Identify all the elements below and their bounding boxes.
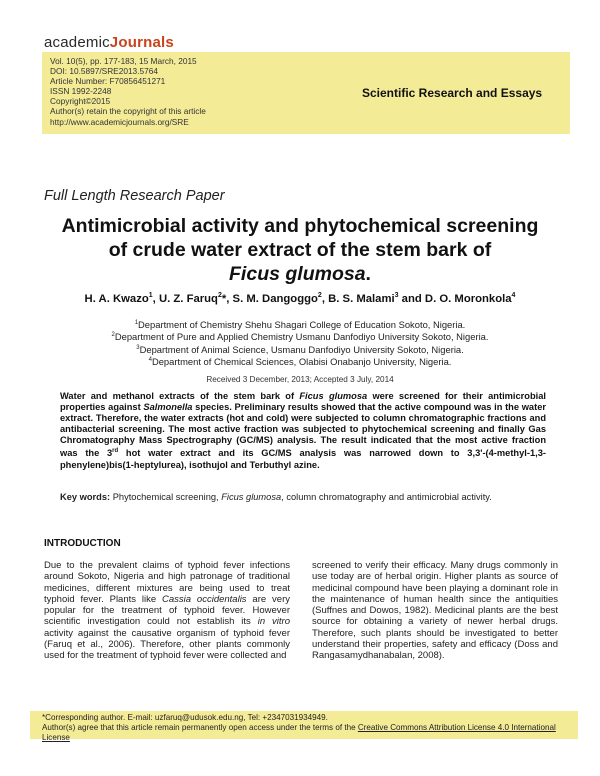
abstract-ordinal: rd bbox=[112, 448, 119, 455]
meta-line: DOI: 10.5897/SRE2013.5764 bbox=[50, 66, 158, 77]
intro-term: in vitro bbox=[257, 616, 290, 628]
affiliation bbox=[60, 355, 540, 367]
license-note bbox=[42, 723, 578, 743]
affiliation-text: Department of Chemistry Shehu Shagari College of Education Sokoto, Nigeria. bbox=[138, 319, 466, 331]
author-sep: *, bbox=[221, 292, 233, 305]
meta-line: Article Number: F70856451271 bbox=[50, 76, 166, 87]
abstract-species: Ficus glumosa bbox=[299, 391, 368, 401]
author-sep: and bbox=[398, 292, 425, 305]
abstract bbox=[60, 391, 546, 471]
affiliation-text: Department of Pure and Applied Chemistry Usmanu Danfodiyo University Sokoto, Nigeria. bbox=[114, 331, 489, 343]
abstract-genus: Salmonella bbox=[143, 402, 193, 413]
keywords-label: Key words: bbox=[60, 492, 111, 502]
meta-link[interactable]: http://www.academicjournals.org/SRE bbox=[50, 116, 189, 127]
intro-column-left bbox=[44, 560, 290, 662]
author-name: H. A. Kwazo bbox=[84, 292, 149, 305]
license-link[interactable]: Creative Commons Attribution License 4.0 International License bbox=[42, 723, 556, 743]
affiliation-text: Department of Animal Science, Usmanu Danfodiyo University Sokoto, Nigeria. bbox=[139, 343, 464, 355]
affiliation bbox=[60, 330, 540, 342]
author-list bbox=[40, 292, 560, 305]
intro-text: are very popular for the treatment of typhoid fever. However scientific investigation could not establish its bbox=[44, 593, 290, 628]
author-name: U. Z. Faruq bbox=[158, 292, 218, 305]
intro-species: Cassia occidentalis bbox=[162, 593, 247, 605]
received-dates: Received 3 December, 2013; Accepted 3 July, 2014 bbox=[206, 375, 394, 384]
affiliation-text: Department of Chemical Sciences, Olabisi Onabanjo University, Nigeria. bbox=[151, 356, 452, 368]
keywords-text: , column chromatography and antimicrobial activity. bbox=[281, 492, 492, 502]
affiliation-sup: 2 bbox=[111, 332, 115, 339]
affiliation bbox=[60, 318, 540, 330]
title-species: Ficus glumosa bbox=[229, 263, 366, 285]
paper-type: Full Length Research Paper bbox=[44, 188, 225, 204]
article-meta bbox=[50, 56, 206, 127]
journal-logo bbox=[44, 34, 174, 51]
keywords bbox=[60, 492, 546, 503]
abstract-text: Water and methanol extracts of the stem bark of bbox=[60, 391, 300, 401]
logo-part2: Journals bbox=[109, 34, 174, 51]
abstract-text: were screened for their antimicrobial properties against bbox=[60, 391, 546, 413]
abstract-text: species. Preliminary results showed that the active compound was in the water extract. Therefore, the water extracts (hot and cold) were subjected to column chromatographic fractions and antibacterial screening. The most active fraction was subjected to phytochemical screening and finally Gas Chromatography Mass Spectrography (GC/MS) analysis. The result indicated that the most active fraction was the 3 bbox=[60, 402, 546, 459]
title-period: . bbox=[365, 263, 371, 285]
journal-name: Scientific Research and Essays bbox=[362, 86, 543, 100]
author-affil-sup: 2 bbox=[317, 292, 322, 299]
paper-title bbox=[30, 214, 570, 286]
meta-line: Copyright©2015 bbox=[50, 96, 111, 107]
abstract-text: hot water extract and its GC/MS analysis was narrowed down to 3,3'-(4-methyl-1,3-phenylene)bis(1-heptylurea), isothujol and Terbuthyl azine. bbox=[60, 448, 546, 470]
keywords-text: Phytochemical screening, bbox=[110, 492, 222, 502]
title-line-1: Antimicrobial activity and phytochemical screening bbox=[61, 215, 539, 237]
title-line-3 bbox=[30, 262, 570, 286]
author-affil-sup: 3 bbox=[394, 292, 399, 299]
intro-text: Due to the prevalent claims of typhoid fever infections around Sokoto, Nigeria and high patronage of traditional medicines, different mixtures are being used to treat typhoid fever. Plants like bbox=[44, 560, 290, 605]
license-text: Author(s) agree that this article remain permanently open access under the terms of the bbox=[42, 723, 358, 733]
author-name: D. O. Moronkola bbox=[424, 292, 512, 305]
meta-line: ISSN 1992-2248 bbox=[50, 86, 112, 97]
keywords-species: Ficus glumosa bbox=[221, 492, 282, 502]
intro-text: activity against the causative organism of typhoid fever (Faruq et al., 2006). Therefore, other plants commonly used for the treatment of typhoid fever were collected and bbox=[44, 627, 290, 662]
author-affil-sup: 4 bbox=[511, 292, 516, 299]
affiliation bbox=[60, 343, 540, 355]
author-affil-sup: 2 bbox=[217, 292, 222, 299]
author-name: S. M. Dangoggo bbox=[232, 292, 318, 305]
corresponding-author: *Corresponding author. E-mail: uzfaruq@udusok.edu.ng, Tel: +2347031934949. bbox=[42, 713, 328, 722]
affiliation-sup: 4 bbox=[148, 356, 152, 363]
author-sep: , bbox=[321, 292, 329, 305]
meta-line: Vol. 10(5), pp. 177-183, 15 March, 2015 bbox=[50, 56, 197, 66]
affiliation-sup: 1 bbox=[134, 320, 139, 326]
logo-part1: academic bbox=[44, 34, 110, 51]
footer bbox=[42, 713, 578, 744]
affiliation-sup: 3 bbox=[136, 344, 140, 351]
title-line-2: of crude water extract of the stem bark of bbox=[108, 239, 492, 261]
author-name: B. S. Malami bbox=[328, 292, 395, 305]
intro-column-right: screened to verify their efficacy. Many drugs commonly in use today are of herbal origin. Higher plants as source of medicinal compound have been playing a dominant role in the maintenance of human health since the antiquities (Suffnes and Dowos, 1982). Medicinal plants are the best source for obtaining a variety of newer herbal drugs. Therefore, such plants should be investigated to better understand their properties, safety and efficacy (Doss and Rangasamydhanabalan, 2008). bbox=[312, 560, 558, 662]
affiliations bbox=[60, 318, 540, 367]
meta-line: Author(s) retain the copyright of this article bbox=[50, 106, 206, 117]
author-affil-sup: 1 bbox=[148, 292, 153, 299]
section-heading-introduction: INTRODUCTION bbox=[44, 538, 121, 549]
author-sep: , bbox=[152, 292, 159, 305]
